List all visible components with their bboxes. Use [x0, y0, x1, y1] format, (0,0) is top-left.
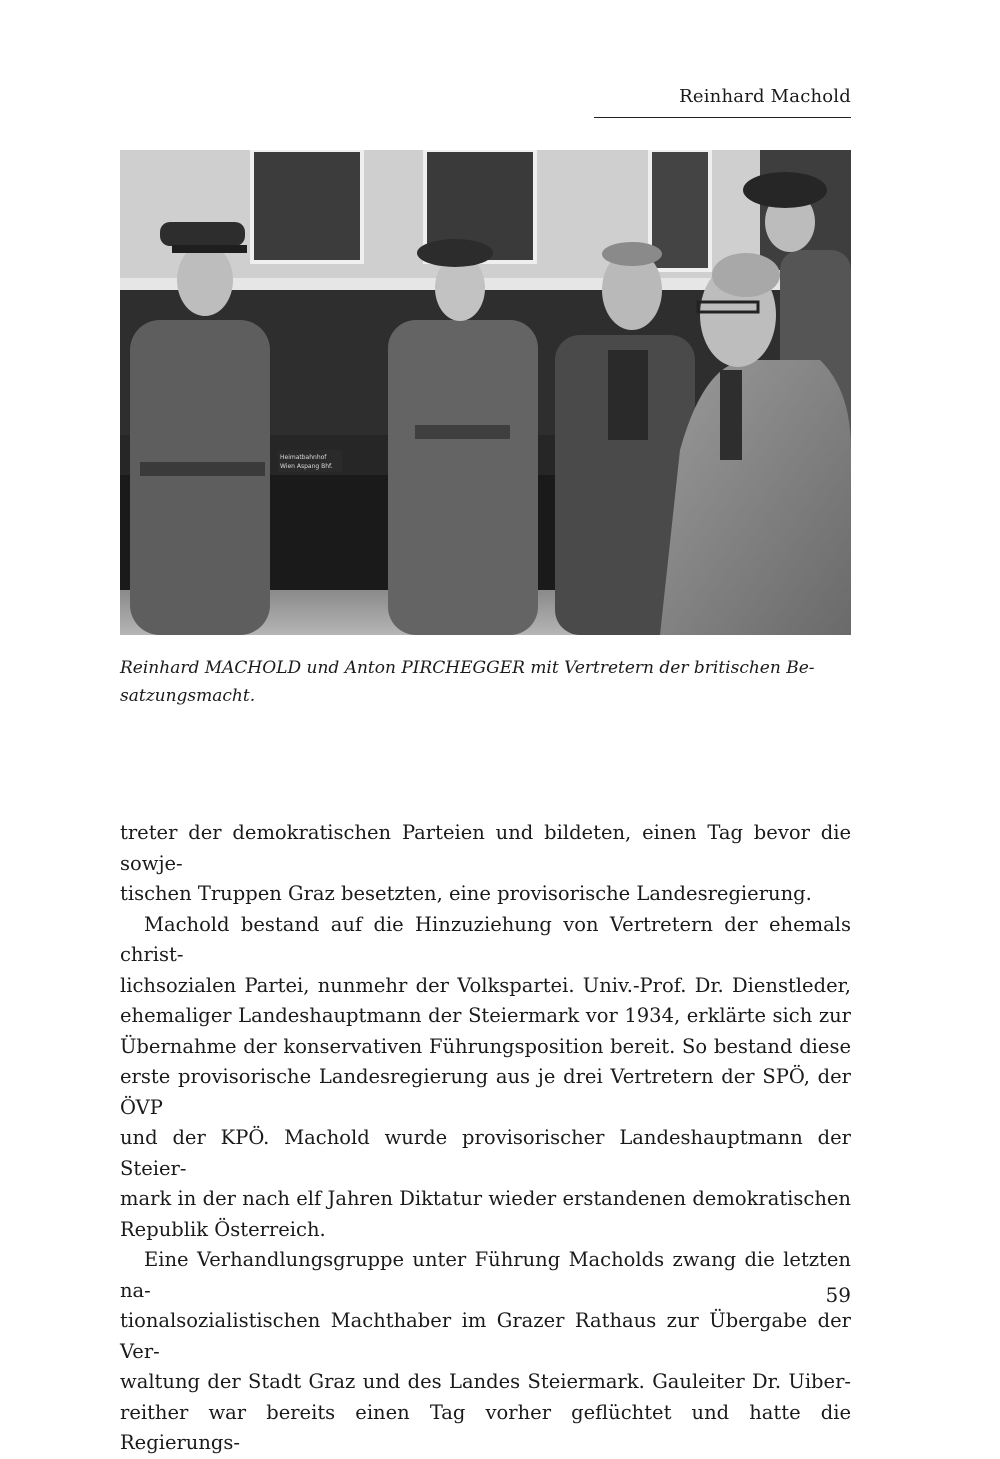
- train-sign-line1: Heimatbahnhof: [280, 454, 327, 461]
- body-line: treter der demokratischen Parteien und bildeten, einen Tag bevor die sowje-: [120, 821, 851, 875]
- body-line: und der KPÖ. Machold wurde provisorischer Landeshauptmann der Steier-: [120, 1126, 851, 1180]
- photo-caption: [120, 654, 851, 710]
- historical-photograph: [120, 150, 851, 635]
- caption-line: Reinhard MACHOLD und Anton PIRCHEGGER mit Vertretern der britischen Be-: [120, 658, 815, 678]
- body-line: Übernahme der konservativen Führungsposition bereit. So bestand diese: [120, 1034, 851, 1058]
- page-number: 59: [825, 1283, 851, 1307]
- body-line: reither war bereits einen Tag vorher geflüchtet und hatte die Regierungs-: [120, 1400, 851, 1454]
- body-line: lichsozialen Partei, nunmehr der Volkspartei. Univ.-Prof. Dr. Dienstleder,: [120, 973, 851, 997]
- body-line: mark in der nach elf Jahren Diktatur wieder erstandenen demokratischen: [120, 1187, 851, 1210]
- body-line: waltung der Stadt Graz und des Landes Steiermark. Gauleiter Dr. Uiber-: [120, 1370, 851, 1393]
- train-window: [252, 150, 362, 262]
- caption-line: satzungsmacht.: [120, 686, 256, 706]
- body-line: erste provisorische Landesregierung aus je drei Vertretern der SPÖ, der ÖVP: [120, 1065, 851, 1119]
- photo-illustration: [120, 150, 851, 635]
- body-text: [120, 818, 851, 1459]
- body-line: tischen Truppen Graz besetzten, eine provisorische Landesregierung.: [120, 882, 812, 905]
- body-line: Machold bestand auf die Hinzuziehung von Vertretern der ehemals christ-: [120, 912, 851, 966]
- body-line: Republik Österreich.: [120, 1217, 326, 1241]
- running-head: Reinhard Machold: [594, 86, 851, 118]
- body-line: tionalsozialistischen Machthaber im Grazer Rathaus zur Übergabe der Ver-: [120, 1309, 851, 1363]
- body-line: Eine Verhandlungsgruppe unter Führung Macholds zwang die letzten na-: [120, 1248, 851, 1302]
- train-sign-line2: Wien Aspang Bhf.: [280, 463, 333, 470]
- body-line: ehemaliger Landeshauptmann der Steiermark vor 1934, erklärte sich zur: [120, 1004, 851, 1027]
